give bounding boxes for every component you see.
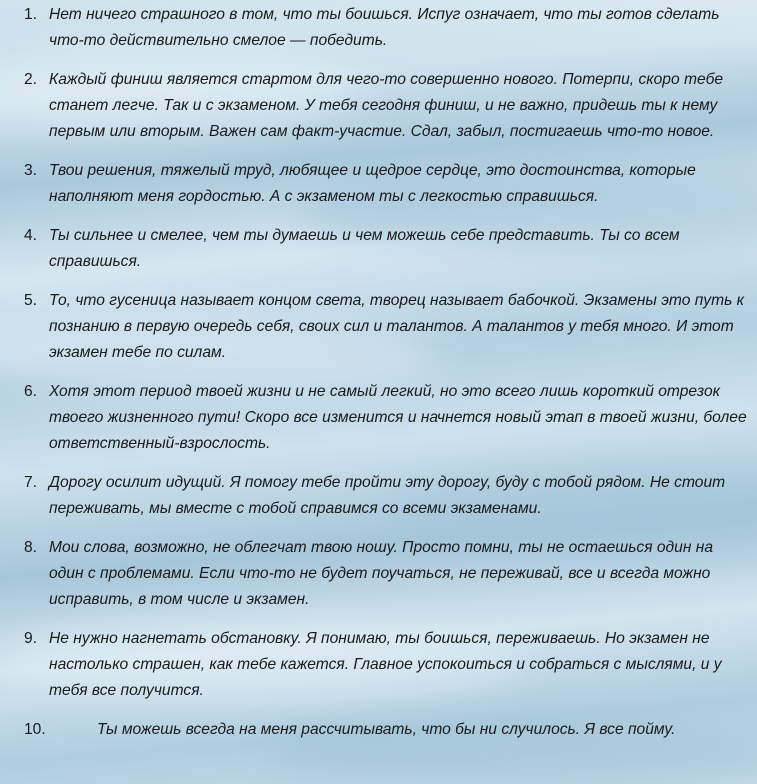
encouragement-list <box>0 2 757 743</box>
item-text: Нет ничего страшного в том, что ты боишься. Испуг означает, что ты готов сделать что-то действительно смелое — победить. <box>49 6 720 49</box>
item-text: Ты сильнее и смелее, чем ты думаешь и чем можешь себе представить. Ты со всем справишься. <box>49 227 680 270</box>
list-item-4 <box>0 223 757 275</box>
list-item-8 <box>0 535 757 613</box>
item-number: 1. <box>24 6 38 23</box>
item-text: Каждый финиш является стартом для чего-то совершенно нового. Потерпи, скоро тебе станет легче. Так и с экзаменом. У тебя сегодня финиш, и не важно, придешь ты к нему первым или вторым. Важен сам факт-участие. Сдал, забыл, постигаешь что-то новое. <box>49 71 724 140</box>
list-item-9 <box>0 626 757 704</box>
item-text: Не нужно нагнетать обстановку. Я понимаю, ты боишься, переживаешь. Но экзамен не настолько страшен, как тебе кажется. Главное успокоиться и собраться с мыслями, и у тебя все получится. <box>49 630 722 699</box>
item-text: Хотя этот период твоей жизни и не самый легкий, но это всего лишь короткий отрезок твоего жизненного пути! Скоро все изменится и начнется новый этап в твоей жизни, более ответственный-взрослость. <box>49 383 747 452</box>
item-text: Мои слова, возможно, не облегчат твою ношу. Просто помни, ты не остаешься один на один с проблемами. Если что-то не будет поучаться, не переживай, все и всегда можно исправить, в том числе и экзамен. <box>49 539 714 608</box>
list-item-10 <box>0 717 757 743</box>
item-number: 7. <box>24 474 38 491</box>
item-number: 8. <box>24 539 38 556</box>
list-item-5 <box>0 288 757 366</box>
item-number: 4. <box>24 227 38 244</box>
list-item-7 <box>0 470 757 522</box>
item-text: Твои решения, тяжелый труд, любящее и щедрое сердце, это достоинства, которые наполняют меня гордостью. А с экзаменом ты с легкостью справишься. <box>49 162 696 205</box>
item-text: Дорогу осилит идущий. Я помогу тебе пройти эту дорогу, буду с тобой рядом. Не стоит переживать, мы вместе с тобой справимся со всеми экзаменами. <box>49 474 726 517</box>
list-item-6 <box>0 379 757 457</box>
list-item-1 <box>0 2 757 54</box>
item-number: 5. <box>24 292 38 309</box>
item-number: 6. <box>24 383 38 400</box>
item-number: 9. <box>24 630 38 647</box>
item-number: 2. <box>24 71 38 88</box>
item-text: То, что гусеница называет концом света, творец называет бабочкой. Экзамены это путь к познанию в первую очередь себя, своих сил и талантов. А талантов у тебя много. И этот экзамен тебе по силам. <box>49 292 744 361</box>
item-number: 10. <box>24 721 46 738</box>
list-item-2 <box>0 67 757 145</box>
item-text: Ты можешь всегда на меня рассчитывать, что бы ни случилось. Я все пойму. <box>97 721 676 738</box>
list-item-3 <box>0 158 757 210</box>
item-number: 3. <box>24 162 38 179</box>
